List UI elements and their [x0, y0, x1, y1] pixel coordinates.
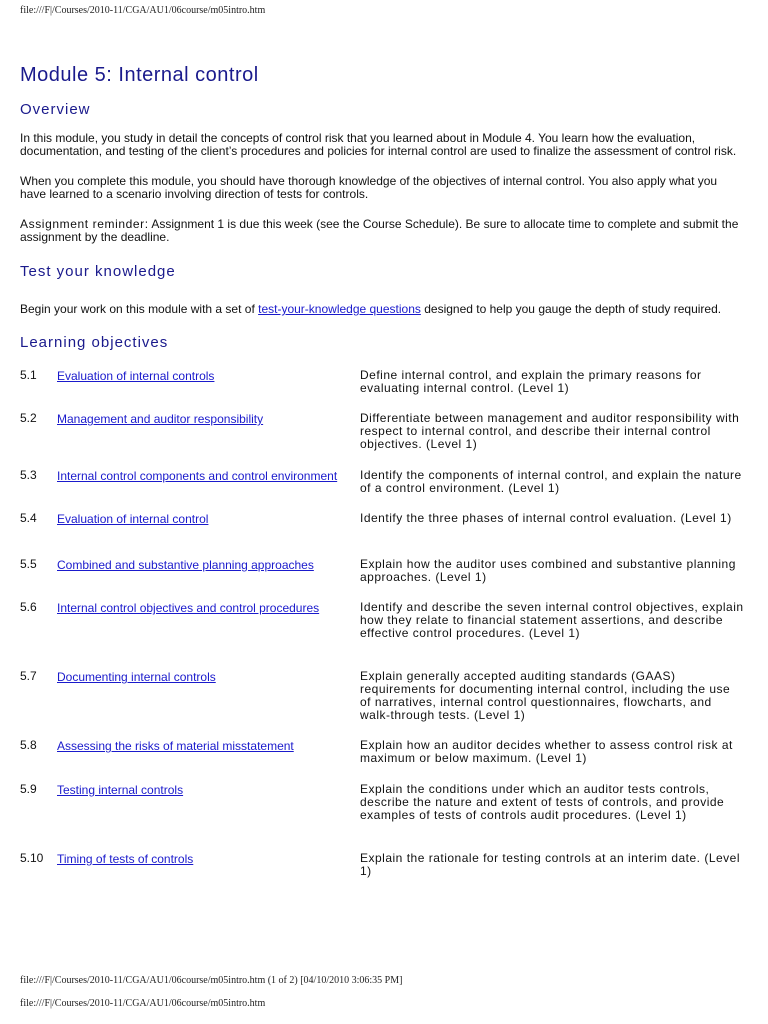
- objective-description: Explain the conditions under which an auditor tests controls, describe the nature and extent of tests of controls, and provide examples of tests of controls audit procedures. (Level 1): [360, 782, 725, 822]
- objective-link[interactable]: Internal control components and control environment: [57, 469, 338, 483]
- objective-row: [20, 852, 745, 882]
- objective-description: Explain how the auditor uses combined and substantive planning approaches. (Level 1): [360, 557, 736, 584]
- objective-link[interactable]: Assessing the risks of material misstatement: [57, 739, 294, 753]
- objective-row: [20, 670, 745, 739]
- objective-row: [20, 512, 745, 558]
- objective-row: [20, 601, 745, 670]
- learning-objectives-heading: Learning objectives: [20, 334, 169, 351]
- test-knowledge-paragraph: [20, 301, 745, 317]
- test-knowledge-link[interactable]: test-your-knowledge questions: [258, 302, 421, 316]
- objective-link[interactable]: Documenting internal controls: [57, 670, 216, 684]
- page-footer-url: file:///F|/Courses/2010-11/CGA/AU1/06course/m05intro.htm (1 of 2) [04/10/2010 3:06:35 PM]: [20, 975, 403, 986]
- objective-description: Identify the components of internal control, and explain the nature of a control environment. (Level 1): [360, 468, 742, 495]
- page-title: Module 5: Internal control: [20, 64, 259, 86]
- objective-number: 5.9: [20, 782, 37, 796]
- objective-number: 5.8: [20, 738, 37, 752]
- objective-description: Explain generally accepted auditing standards (GAAS) requirements for documenting internal control, including the use of narratives, internal control questionnaires, flowcharts, and walk-through tests. (Level 1): [360, 669, 731, 722]
- objective-link[interactable]: Combined and substantive planning approaches: [57, 558, 314, 572]
- objective-row: [20, 469, 745, 512]
- objective-row: [20, 412, 745, 469]
- objective-number: 5.7: [20, 669, 37, 683]
- objective-description: Define internal control, and explain the primary reasons for evaluating internal control. (Level 1): [360, 368, 702, 395]
- objective-link[interactable]: Internal control objectives and control procedures: [57, 601, 320, 615]
- objective-row: [20, 739, 745, 783]
- overview-paragraph-1: In this module, you study in detail the concepts of control risk that you learned about in Module 4. You learn how the evaluation, documentation, and testing of the client’s procedures and policies for internal control are used to finalize the assessment of control risk.: [20, 131, 737, 158]
- test-knowledge-text-after: designed to help you gauge the depth of study required.: [420, 302, 722, 316]
- objective-link[interactable]: Timing of tests of controls: [57, 852, 194, 866]
- page-url-next: file:///F|/Courses/2010-11/CGA/AU1/06course/m05intro.htm: [20, 998, 266, 1009]
- page-url-header: file:///F|/Courses/2010-11/CGA/AU1/06course/m05intro.htm: [20, 5, 266, 16]
- overview-heading: Overview: [20, 101, 91, 118]
- objective-link[interactable]: Management and auditor responsibility: [57, 412, 264, 426]
- objective-description: Explain the rationale for testing controls at an interim date. (Level 1): [360, 851, 741, 878]
- objective-number: 5.10: [20, 851, 44, 865]
- objective-link[interactable]: Evaluation of internal controls: [57, 369, 215, 383]
- assignment-reminder-label: Assignment reminder:: [20, 217, 149, 231]
- objective-link[interactable]: Evaluation of internal control: [57, 512, 209, 526]
- learning-objectives-table: [20, 369, 745, 882]
- main-content: [20, 60, 745, 882]
- objective-number: 5.5: [20, 557, 37, 571]
- objective-description: Differentiate between management and auditor responsibility with respect to internal control, and describe their internal control objectives. (Level 1): [360, 411, 740, 451]
- assignment-reminder: [20, 218, 745, 244]
- objective-number: 5.4: [20, 511, 37, 525]
- objective-number: 5.2: [20, 411, 37, 425]
- test-knowledge-heading: Test your knowledge: [20, 263, 176, 280]
- objective-description: Identify the three phases of internal control evaluation. (Level 1): [360, 511, 732, 525]
- objective-number: 5.6: [20, 600, 37, 614]
- objective-row: [20, 558, 745, 601]
- assignment-reminder-text: Assignment 1 is due this week (see the Course Schedule). Be sure to allocate time to complete and submit the assignment by the deadline.: [20, 217, 739, 244]
- objective-link[interactable]: Testing internal controls: [57, 783, 184, 797]
- objective-number: 5.1: [20, 368, 37, 382]
- objective-row: [20, 369, 745, 412]
- overview-paragraph-2: When you complete this module, you should have thorough knowledge of the objectives of internal control. You also apply what you have learned to a scenario involving direction of tests for controls.: [20, 174, 718, 201]
- objective-description: Identify and describe the seven internal control objectives, explain how they relate to financial statement assertions, and describe effective control procedures. (Level 1): [360, 600, 744, 640]
- objective-number: 5.3: [20, 468, 37, 482]
- test-knowledge-text-before: Begin your work on this module with a set of: [20, 302, 259, 316]
- objective-description: Explain how an auditor decides whether to assess control risk at maximum or below maximum. (Level 1): [360, 738, 733, 765]
- objective-row: [20, 783, 745, 852]
